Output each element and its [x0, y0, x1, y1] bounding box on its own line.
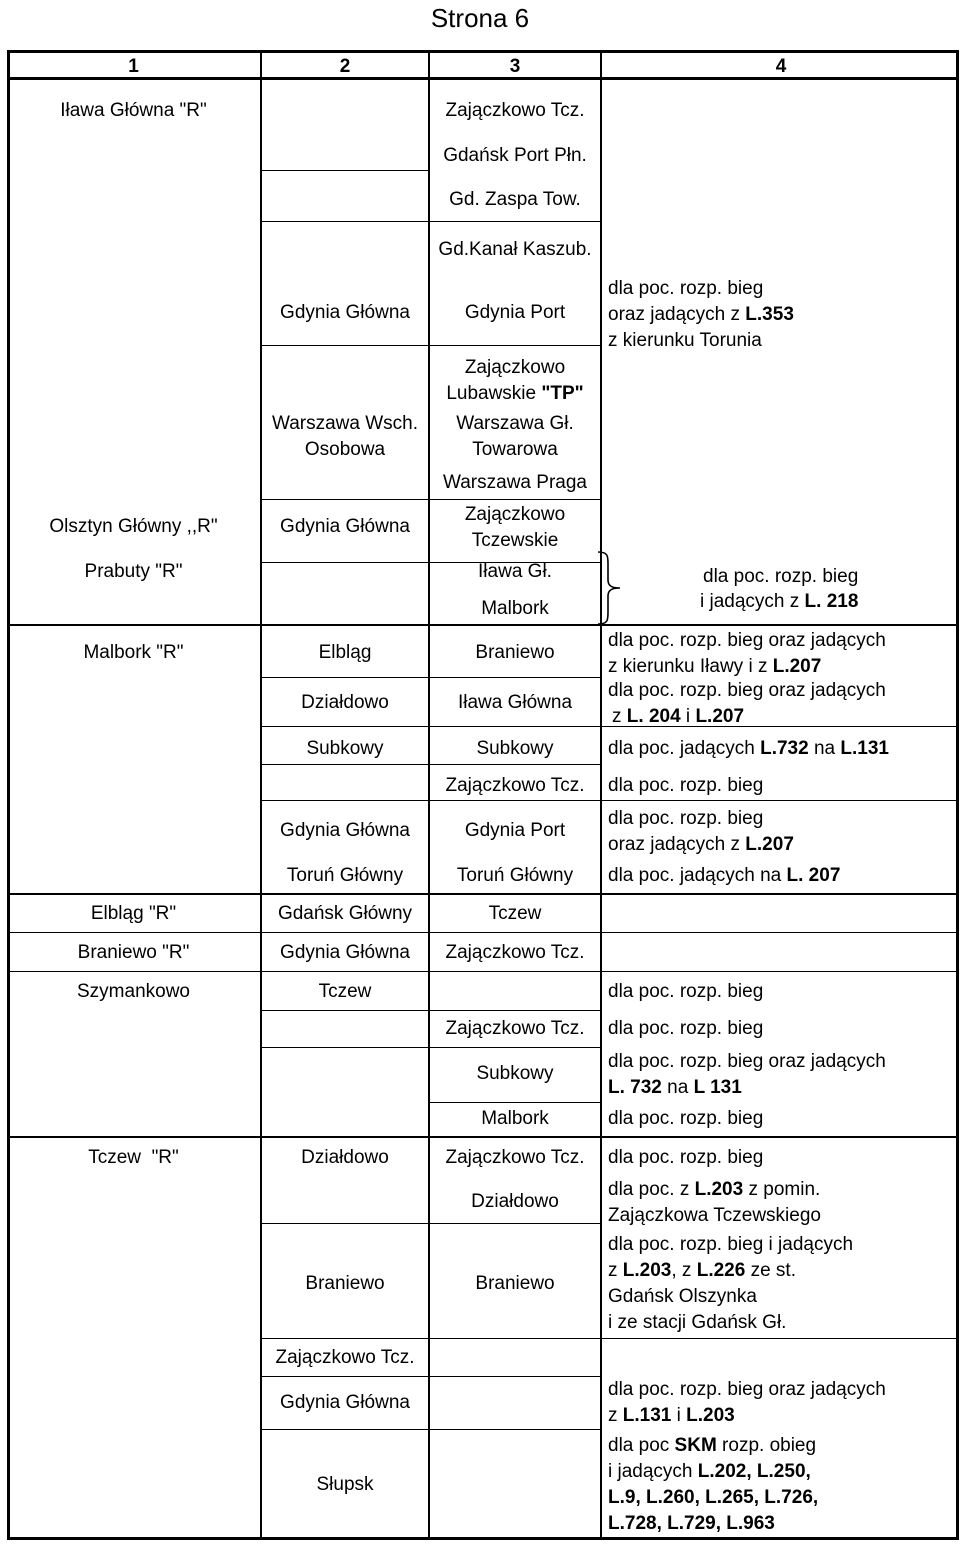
- station-name: Gd. Zaspa Tow.: [449, 189, 581, 210]
- station-name: Towarowa: [472, 439, 558, 460]
- col-header-3: 3: [509, 56, 521, 77]
- station-name: Subkowy: [476, 738, 554, 759]
- row-sep: [262, 1376, 600, 1377]
- note-text: dla poc. rozp. bieg: [703, 566, 859, 587]
- station-name: Lubawskie "TP": [446, 383, 584, 404]
- station-name: Tczewskie: [471, 530, 559, 551]
- station-name: Gdynia Główna: [280, 302, 410, 323]
- note-text: L.728, L.729, L.963: [608, 1513, 775, 1534]
- station-name: Tczew: [488, 903, 542, 924]
- station-name: Malbork "R": [83, 642, 184, 663]
- station-name: Gdynia Główna: [280, 942, 410, 963]
- station-name: Warszawa Praga: [443, 472, 587, 493]
- station-name: Gdynia Główna: [280, 820, 410, 841]
- note-text: z L.131 i L.203: [608, 1405, 735, 1426]
- note-text: dla poc. rozp. bieg oraz jadących: [608, 1051, 886, 1072]
- station-name: Prabuty "R": [84, 561, 183, 582]
- note-text: dla poc. rozp. bieg: [608, 278, 764, 299]
- note-text: i jadących L.202, L.250,: [608, 1461, 811, 1482]
- station-name: Zajączkowo Tcz.: [275, 1347, 415, 1368]
- row-sep: [262, 345, 600, 346]
- station-name: Zajączkowo Tcz.: [445, 942, 585, 963]
- note-text: z L. 204 i L.207: [612, 706, 745, 727]
- station-name: Elbląg "R": [90, 903, 177, 924]
- row-sep: [7, 971, 959, 972]
- row-sep: [262, 800, 959, 801]
- station-name: Gdańsk Port Płn.: [443, 145, 587, 166]
- station-name: Osobowa: [304, 439, 386, 460]
- note-text: i jadących z L. 218: [700, 591, 859, 612]
- station-name: Iława Gł.: [478, 561, 552, 582]
- station-name: Malbork: [481, 598, 549, 619]
- note-text: dla poc. jadących L.732 na L.131: [608, 738, 889, 759]
- note-text: Zajączkowa Tczewskiego: [608, 1205, 821, 1226]
- note-text: L. 732 na L 131: [608, 1077, 742, 1098]
- station-name: Malbork: [481, 1108, 549, 1129]
- table-border-right: [956, 50, 959, 1540]
- curly-brace-icon: [596, 550, 626, 626]
- row-sep: [262, 1223, 600, 1224]
- station-name: Subkowy: [306, 738, 384, 759]
- note-text: dla poc. rozp. bieg: [608, 1147, 764, 1168]
- note-text: oraz jadących z L.353: [608, 304, 794, 325]
- note-text: dla poc. rozp. bieg: [608, 775, 764, 796]
- row-sep: [262, 726, 959, 727]
- station-name: Działdowo: [301, 1147, 389, 1168]
- station-name: Zajączkowo Tcz.: [445, 1018, 585, 1039]
- note-text: z kierunku Torunia: [608, 330, 762, 351]
- note-text: dla poc. rozp. bieg: [608, 1018, 764, 1039]
- col-header-1: 1: [128, 56, 139, 77]
- col-header-4: 4: [775, 56, 787, 77]
- station-name: Braniewo "R": [77, 942, 190, 963]
- table-border-top: [7, 50, 959, 53]
- station-name: Gdańsk Główny: [277, 903, 413, 924]
- station-name: Tczew "R": [88, 1147, 179, 1168]
- station-name: Toruń Główny: [286, 865, 404, 886]
- note-text: L.9, L.260, L.265, L.726,: [608, 1487, 819, 1508]
- station-name: Warszawa Gł.: [456, 413, 574, 434]
- station-name: Działdowo: [301, 692, 389, 713]
- note-text: dla poc. rozp. bieg oraz jadących: [608, 680, 886, 701]
- col-header-2: 2: [339, 56, 351, 77]
- note-text: dla poc. rozp. bieg: [608, 1108, 764, 1129]
- station-name: Zajączkowo Tcz.: [445, 775, 585, 796]
- row-sep: [7, 1136, 959, 1138]
- row-sep: [430, 1102, 600, 1103]
- row-sep: [262, 1429, 600, 1430]
- station-name: Zajączkowo Tcz.: [445, 100, 585, 121]
- note-text: dla poc. rozp. bieg i jadących: [608, 1234, 854, 1255]
- note-text: dla poc. rozp. bieg oraz jadących: [608, 1379, 886, 1400]
- station-name: Warszawa Wsch.: [271, 413, 419, 434]
- station-name: Tczew: [318, 981, 372, 1002]
- row-sep: [262, 499, 600, 500]
- station-name: Szymankowo: [77, 981, 190, 1002]
- row-sep: [262, 170, 428, 171]
- note-text: z L.203, z L.226 ze st.: [608, 1260, 796, 1281]
- table-border-left: [7, 50, 10, 1540]
- row-sep: [7, 893, 959, 895]
- note-text: dla poc. z L.203 z pomin.: [608, 1179, 821, 1200]
- row-sep: [262, 221, 600, 222]
- note-text: dla poc SKM rozp. obieg: [608, 1435, 817, 1456]
- page-title: Strona 6: [430, 3, 530, 33]
- col-divider-3: [600, 50, 602, 1540]
- note-text: dla poc. rozp. bieg: [608, 981, 764, 1002]
- station-name: Iława Główna: [457, 692, 573, 713]
- station-name: Braniewo: [305, 1273, 385, 1294]
- station-name: Olsztyn Główny ,,R": [49, 516, 218, 537]
- station-name: Zajączkowo: [464, 504, 566, 525]
- station-name: Zajączkowo: [464, 357, 566, 378]
- station-name: Subkowy: [476, 1063, 554, 1084]
- row-sep: [262, 1010, 600, 1011]
- row-sep: [262, 677, 600, 678]
- station-name: Gd.Kanał Kaszub.: [438, 239, 592, 260]
- note-text: z kierunku Iławy i z L.207: [608, 656, 822, 677]
- note-text: oraz jadących z L.207: [608, 834, 794, 855]
- note-text: dla poc. rozp. bieg oraz jadących: [608, 630, 886, 651]
- station-name: Działdowo: [471, 1191, 559, 1212]
- note-text: dla poc. jadących na L. 207: [608, 865, 841, 886]
- station-name: Słupsk: [316, 1474, 374, 1495]
- station-name: Iława Główna "R": [60, 100, 207, 121]
- col-divider-1: [260, 50, 262, 1540]
- row-sep: [7, 624, 959, 626]
- row-sep: [7, 932, 959, 933]
- note-text: dla poc. rozp. bieg: [608, 808, 764, 829]
- table-border-bottom: [7, 1537, 959, 1540]
- station-name: Gdynia Port: [464, 302, 566, 323]
- note-text: i ze stacji Gdańsk Gł.: [608, 1312, 787, 1333]
- station-name: Gdynia Główna: [280, 516, 410, 537]
- station-name: Braniewo: [475, 1273, 555, 1294]
- row-sep: [262, 1338, 959, 1339]
- station-name: Gdynia Port: [464, 820, 566, 841]
- station-name: Toruń Główny: [456, 865, 574, 886]
- station-name: Zajączkowo Tcz.: [445, 1147, 585, 1168]
- station-name: Elbląg: [318, 642, 372, 663]
- station-name: Gdynia Główna: [280, 1392, 410, 1413]
- note-text: Gdańsk Olszynka: [608, 1286, 757, 1307]
- row-sep: [262, 764, 600, 765]
- row-sep: [262, 1047, 600, 1048]
- station-name: Braniewo: [475, 642, 555, 663]
